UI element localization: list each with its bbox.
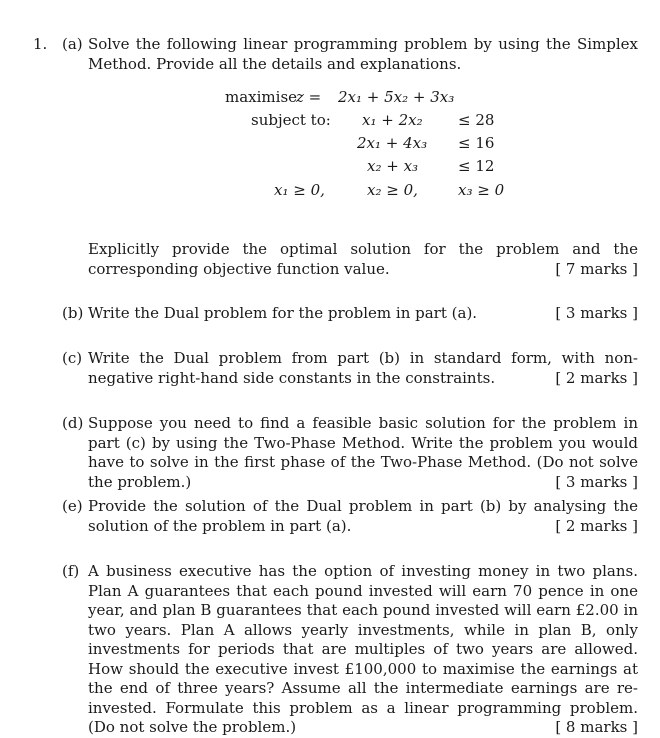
lp-constraint-2-lhs: 2x₁ + 4x₃ [357, 134, 428, 152]
lp-nonneg-x1: x₁ ≥ 0, [274, 181, 325, 199]
lp-objective-rhs: 2x₁ + 5x₂ + 3x₃ [338, 88, 455, 106]
part-d [62, 414, 638, 492]
lp-constraint-2-rhs: ≤ 16 [458, 134, 495, 152]
lp-nonneg-x3: x₃ ≥ 0 [458, 181, 505, 199]
part-d-text: Suppose you need to find a feasible basic solution for the problem in part (c) by using the Two-Phase Method. Write the problem you would have to solve in the first phase of the Two-Phase Method. (Do not solve the problem.) [88, 414, 638, 491]
part-b-text: Write the Dual problem for the problem in part (a). [88, 304, 478, 322]
lp-subject-to-label: subject to: [251, 111, 331, 129]
part-c [62, 349, 638, 388]
lp-constraint-3-rhs: ≤ 12 [458, 157, 495, 175]
part-b-marks: [ 3 marks ] [555, 304, 638, 322]
part-f-marks: [ 8 marks ] [555, 718, 638, 736]
lp-maximise-label: maximise [225, 88, 298, 106]
part-a-followup [62, 240, 638, 279]
lp-constraint-1-rhs: ≤ 28 [458, 111, 495, 129]
part-a-intro-text: Solve the following linear programming problem by using the Simplex Method. Provide all the details and explanations. [88, 35, 638, 73]
part-e-label: (e) [62, 497, 83, 515]
part-e [62, 497, 638, 536]
part-f [62, 562, 638, 738]
part-b [62, 304, 638, 324]
part-a-marks: [ 7 marks ] [555, 259, 638, 278]
part-e-text: Provide the solution of the Dual problem in part (b) by analysing the solution of the problem in part (a). [88, 497, 638, 535]
part-c-text: Write the Dual problem from part (b) in standard form, with non-negative right-hand side constants in the constraints. [88, 349, 638, 387]
part-a-followup-text: Explicitly provide the optimal solution for the problem and the corresponding objective function value. [88, 240, 638, 278]
part-a-label: (a) [62, 35, 83, 53]
part-c-marks: [ 2 marks ] [555, 368, 638, 387]
part-d-label: (d) [62, 414, 84, 432]
lp-constraint-3-lhs: x₂ + x₃ [367, 157, 419, 175]
part-e-marks: [ 2 marks ] [555, 516, 638, 535]
part-b-label: (b) [62, 304, 84, 322]
lp-formulation [0, 88, 660, 218]
part-d-marks: [ 3 marks ] [555, 472, 638, 491]
part-f-text: A business executive has the option of investing money in two plans. Plan A guarantees that each pound invested will earn 70 pence in one year, and plan B guarantees that each pound invested will earn £2.00 in two years. Plan A allows yearly investments, while in plan B, only investments for periods that are multiples of two years are allowed. How should the executive invest £100,000 to maximise the earnings at the end of three years? Assume all the intermediate earnings are re-invested. Formulate this problem as a linear programming problem. (Do not solve the problem.) [88, 562, 638, 736]
part-a-intro [62, 35, 638, 74]
part-c-label: (c) [62, 349, 83, 367]
lp-objective-lhs: z = [296, 88, 322, 106]
part-f-label: (f) [62, 562, 80, 580]
question-number: 1. [33, 35, 48, 53]
lp-nonneg-x2: x₂ ≥ 0, [367, 181, 418, 199]
lp-constraint-1-lhs: x₁ + 2x₂ [362, 111, 423, 129]
